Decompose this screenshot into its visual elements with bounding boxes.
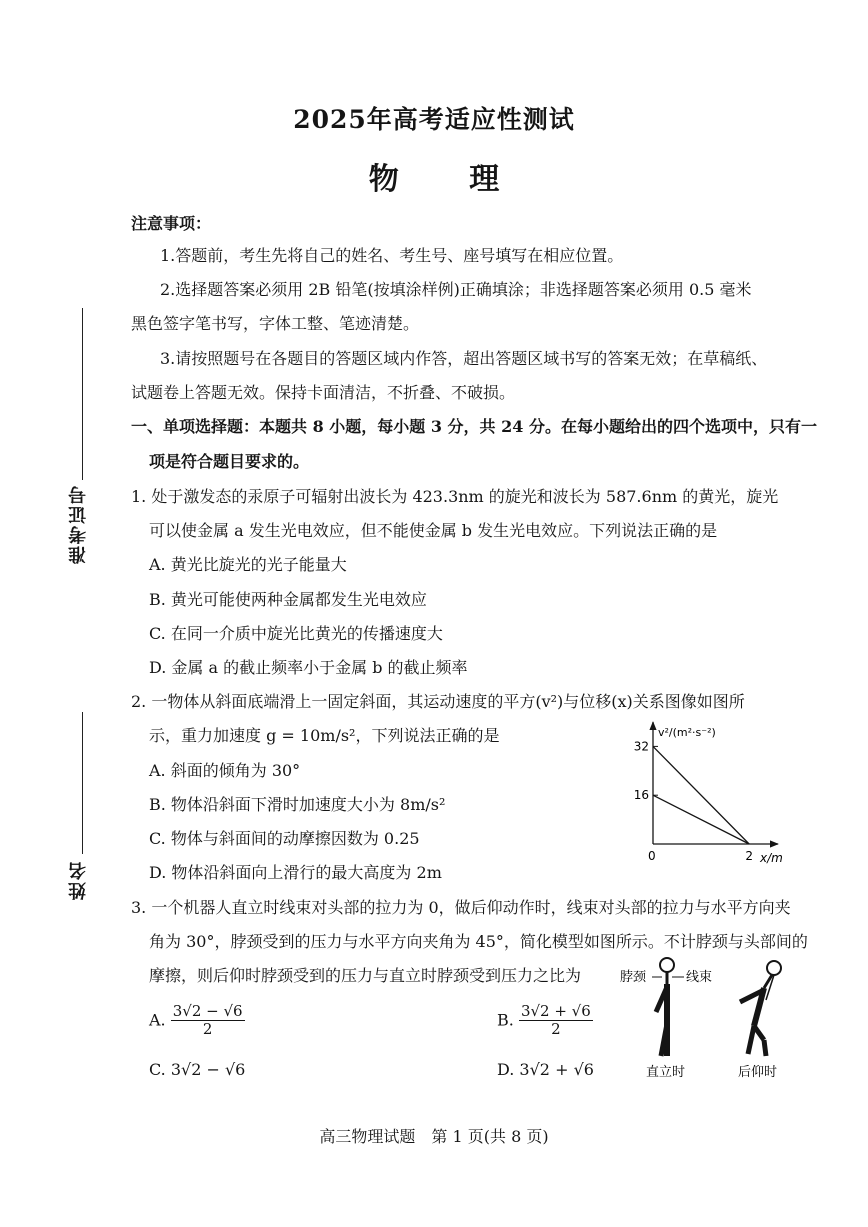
exam-id-write-line — [82, 308, 83, 480]
x-axis-label: x/m — [760, 851, 783, 865]
note-line: 2.选择题答案必须用 2B 铅笔(按填涂样例)正确填涂；非选择题答案必须用 0.5 毫米 — [160, 280, 752, 299]
q1-stem-cont: 可以使金属 a 发生光电效应，但不能使金属 b 发生光电效应。下列说法正确的是 — [149, 521, 718, 540]
subject-title: 物 理 — [368, 162, 530, 197]
exam-title: 2025年高考适应性测试 — [293, 105, 575, 134]
q1-stem: 1. 处于激发态的汞原子可辐射出波长为 423.3nm 的旋光和波长为 587.6nm 的黄光，旋光 — [131, 487, 779, 506]
robot-shin — [764, 1040, 766, 1056]
q2-stem-cont: 示，重力加速度 g = 10m/s²，下列说法正确的是 — [149, 726, 500, 745]
note-line: 试题卷上答题无效。保持卡面清洁，不折叠、不破损。 — [131, 383, 516, 402]
note-line: 3.请按照题号在各题目的答题区域内作答，超出答题区域书写的答案无效；在草稿纸、 — [160, 349, 768, 368]
neck-label: 脖颈 — [620, 970, 647, 985]
y-axis-label: v²/(m²·s⁻²) — [658, 726, 716, 739]
q3-option-a — [149, 1003, 245, 1039]
series-line-2 — [653, 795, 749, 844]
name-label: 姓名 — [68, 860, 89, 900]
page-footer: 高三物理试题 第 1 页(共 8 页) — [319, 1127, 549, 1146]
x-tick-label: 2 — [745, 849, 753, 863]
upright-robot — [656, 958, 674, 1056]
y-tick-label: 32 — [633, 739, 649, 754]
fraction-numerator: 3√2 + √6 — [520, 1002, 591, 1020]
fraction-numerator: 3√2 − √6 — [172, 1002, 243, 1020]
q3-option-d: D. 3√2 + √6 — [497, 1060, 594, 1079]
series-line-1 — [653, 746, 749, 844]
section-heading-cont: 项是符合题目要求的。 — [149, 452, 310, 471]
fraction — [171, 1003, 245, 1039]
fraction-denominator: 2 — [202, 1020, 213, 1039]
q3-option-c: C. 3√2 − √6 — [149, 1060, 246, 1079]
fraction-denominator: 2 — [551, 1020, 561, 1039]
q3-stem-cont2: 摩擦，则后仰时脖颈受到的压力与直立时脖颈受到压力之比为 — [149, 966, 582, 985]
option-letter: B. — [497, 1010, 514, 1030]
option-letter: A. — [149, 1010, 166, 1030]
upright-caption: 直立时 — [646, 1065, 686, 1080]
y-tick-label: 16 — [633, 788, 649, 803]
q2-option-c: C. 物体与斜面间的动摩擦因数为 0.25 — [149, 829, 420, 848]
q1-option-b: B. 黄光可能使两种金属都发生光电效应 — [149, 590, 427, 609]
q2-stem: 2. 一物体从斜面底端滑上一固定斜面，其运动速度的平方(v²)与位移(x)关系图像如图所 — [131, 692, 745, 711]
note-line: 1.答题前，考生先将自己的姓名、考生号、座号填写在相应位置。 — [160, 246, 624, 265]
origin-label: 0 — [648, 849, 656, 863]
q2-option-d: D. 物体沿斜面向上滑行的最大高度为 2m — [149, 863, 442, 882]
fraction — [519, 1003, 593, 1039]
q2-option-a: A. 斜面的倾角为 30° — [149, 761, 301, 780]
lean-caption: 后仰时 — [738, 1065, 778, 1080]
robot-leg — [748, 1026, 754, 1054]
robot-head — [660, 958, 674, 972]
robot-diagram — [612, 954, 802, 1084]
notes-heading: 注意事项： — [131, 214, 212, 233]
q2-option-b: B. 物体沿斜面下滑时加速度大小为 8m/s² — [149, 795, 446, 814]
cable-label: 线束 — [686, 970, 713, 985]
exam-id-label: 准考证号 — [68, 484, 89, 564]
name-write-line — [82, 712, 83, 854]
v2-x-graph — [620, 716, 800, 868]
note-line: 黑色签字笔书写，字体工整、笔迹清楚。 — [131, 314, 420, 333]
robot-head — [767, 961, 781, 975]
section-heading: 一、单项选择题：本题共 8 小题，每小题 3 分，共 24 分。在每小题给出的四个选项中，只有一 — [131, 417, 817, 436]
q3-option-b — [497, 1003, 593, 1039]
q3-stem: 3. 一个机器人直立时线束对头部的拉力为 0，做后仰动作时，线束对头部的拉力与水平方向夹 — [131, 898, 791, 917]
q1-option-a: A. 黄光比旋光的光子能量大 — [149, 555, 347, 574]
q1-option-c: C. 在同一介质中旋光比黄光的传播速度大 — [149, 624, 443, 643]
q3-stem-cont: 角为 30°，脖颈受到的压力与水平方向夹角为 45°，简化模型如图所示。不计脖颈与头部间的 — [149, 932, 808, 951]
q1-option-d: D. 金属 a 的截止频率小于金属 b 的截止频率 — [149, 658, 468, 677]
leaning-robot — [740, 961, 781, 1056]
